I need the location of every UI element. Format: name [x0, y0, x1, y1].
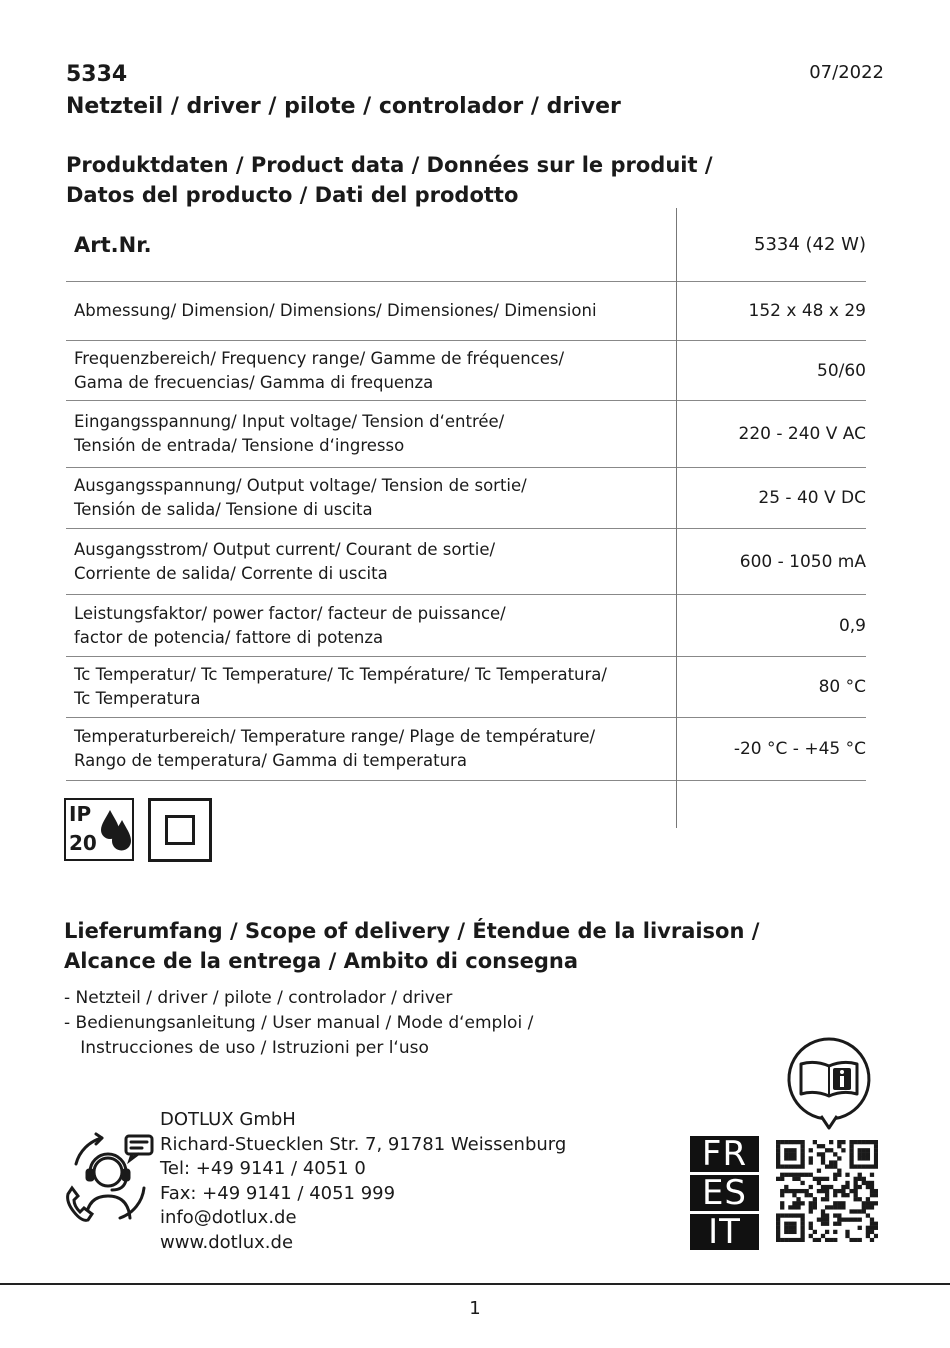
row-label-line: Tensión de salida/ Tensione di uscita — [74, 500, 373, 519]
water-drops-icon — [100, 806, 134, 856]
table-row — [66, 401, 866, 468]
row-value: 220 - 240 V AC — [738, 424, 866, 444]
qr-code-icon[interactable] — [776, 1140, 878, 1242]
ip-label: IP — [69, 802, 92, 826]
row-label — [66, 347, 676, 395]
table-row — [66, 341, 866, 401]
company-street: Richard-Stuecklen Str. 7, 91781 Weissenburg — [160, 1133, 567, 1155]
list-item: - Netzteil / driver / pilote / controlador / driver — [64, 988, 453, 1008]
language-list — [690, 1136, 759, 1253]
delivery-title-line-1: Lieferumfang / Scope of delivery / Étendue de la livraison / — [64, 919, 760, 943]
ip20-symbol — [64, 798, 134, 861]
row-value: 50/60 — [817, 360, 866, 381]
row-label-line: Eingangsspannung/ Input voltage/ Tension d‘entrée/ — [74, 412, 505, 431]
row-label-line: Corriente de salida/ Corrente di uscita — [74, 563, 388, 583]
company-email[interactable]: info@dotlux.de — [160, 1207, 297, 1228]
row-label-line: Abmessung/ Dimension/ Dimensions/ Dimensiones/ Dimensioni — [74, 301, 597, 320]
row-label-line: Frequenzbereich/ Frequency range/ Gamme de fréquences/ — [74, 348, 565, 368]
product-data-title-line-2: Datos del producto / Dati del prodotto — [66, 183, 519, 207]
row-label — [66, 233, 676, 257]
table-row — [66, 529, 866, 595]
row-value: 80 °C — [818, 677, 866, 697]
row-label — [66, 538, 676, 586]
table-row — [66, 595, 866, 657]
table-row — [66, 468, 866, 529]
row-value: 600 - 1050 mA — [739, 551, 866, 572]
table-row — [66, 282, 866, 341]
row-label-line: Art.Nr. — [74, 232, 152, 257]
row-label — [66, 474, 676, 522]
product-data-title — [66, 150, 886, 210]
row-label — [66, 602, 676, 650]
language-fr: FR — [690, 1136, 759, 1172]
ip-rating: 20 — [69, 831, 97, 855]
footer-divider — [0, 1283, 950, 1285]
row-label-line: Tc Temperatura — [74, 689, 201, 708]
company-phone[interactable]: Tel: +49 9141 / 4051 0 — [160, 1158, 366, 1179]
table-column-divider — [676, 208, 677, 828]
row-label-line: Rango de temperatura/ Gamma di temperatura — [74, 751, 467, 770]
row-value: 152 x 48 x 29 — [748, 301, 866, 321]
table-row — [66, 208, 866, 282]
row-label-line: Gama de frecuencias/ Gamma di frequenza — [74, 372, 434, 392]
list-item: - Bedienungsanleitung / User manual / Mode d‘emploi / — [64, 1013, 534, 1033]
company-fax: Fax: +49 9141 / 4051 999 — [160, 1182, 396, 1204]
row-label-line: Ausgangsstrom/ Output current/ Courant de sortie/ — [74, 539, 496, 559]
row-value: 5334 (42 W) — [754, 234, 866, 255]
row-value: 0,9 — [838, 615, 866, 636]
row-label-line: Tc Temperatur/ Tc Temperature/ Tc Température/ Tc Temperatura/ — [74, 665, 607, 684]
row-value: 25 - 40 V DC — [758, 488, 866, 508]
table-row — [66, 718, 866, 781]
company-address — [160, 1108, 566, 1255]
product-data-title-line-1: Produktdaten / Product data / Données sur le produit / — [66, 153, 713, 177]
row-label — [66, 725, 676, 773]
row-label-line: Leistungsfaktor/ power factor/ facteur de puissance/ — [74, 603, 506, 623]
customer-support-icon — [62, 1132, 158, 1226]
company-name: DOTLUX GmbH — [160, 1109, 296, 1130]
row-label-line: factor de potencia/ fattore di potenza — [74, 627, 384, 647]
row-label — [66, 663, 676, 711]
article-number: 5334 — [66, 62, 128, 87]
delivery-title — [64, 916, 884, 976]
row-label-line: Temperaturbereich/ Temperature range/ Plage de température/ — [74, 727, 596, 746]
delivery-title-line-2: Alcance de la entrega / Ambito di consegna — [64, 949, 579, 973]
row-label-line: Tensión de entrada/ Tensione d‘ingresso — [74, 436, 405, 455]
protection-class-2-icon — [148, 798, 212, 862]
page-number: 1 — [469, 1298, 481, 1319]
language-es: ES — [690, 1175, 759, 1211]
document-subtitle: Netzteil / driver / pilote / controlador / driver — [66, 94, 621, 119]
document-date: 07/2022 — [809, 62, 884, 83]
table-row — [66, 657, 866, 718]
row-value: -20 °C - +45 °C — [733, 739, 866, 759]
row-label — [66, 299, 676, 323]
language-it: IT — [690, 1214, 759, 1250]
company-website[interactable]: www.dotlux.de — [160, 1231, 294, 1253]
row-label-line: Ausgangsspannung/ Output voltage/ Tension de sortie/ — [74, 476, 527, 495]
manual-info-icon — [785, 1036, 873, 1130]
row-label — [66, 410, 676, 458]
delivery-list — [64, 986, 533, 1061]
list-item: Instrucciones de uso / Istruzioni per l‘uso — [64, 1038, 429, 1058]
